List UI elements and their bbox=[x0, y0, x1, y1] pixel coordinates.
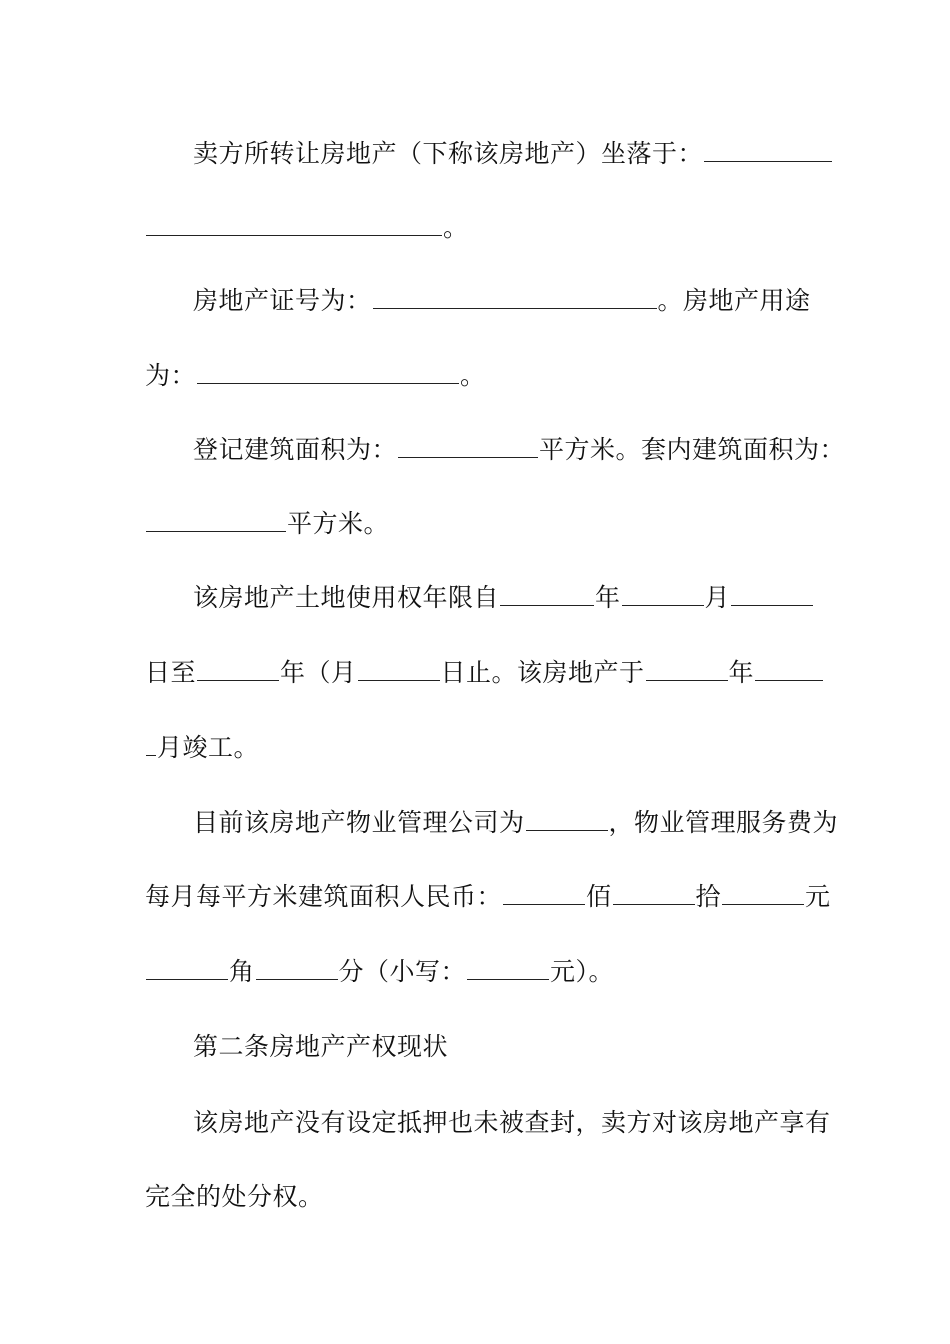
fee-small-blank[interactable] bbox=[467, 957, 549, 980]
fee-hundreds-text: 佰 bbox=[586, 882, 612, 911]
cert-number-blank[interactable] bbox=[373, 286, 657, 309]
section-heading-text: 第二条房地产产权现状 bbox=[193, 1032, 449, 1061]
fee-tens-blank[interactable] bbox=[613, 882, 695, 905]
fee-rmb-label: 每月每平方米建筑面积人民币： bbox=[145, 882, 503, 911]
para-fee-line-2 bbox=[145, 880, 831, 914]
fee-small-end: 元）。 bbox=[550, 957, 615, 986]
completion-year-text: 年 bbox=[728, 658, 755, 687]
fee-hundreds-blank[interactable] bbox=[503, 882, 585, 905]
para-fee-line-1 bbox=[193, 806, 863, 840]
usage-blank[interactable] bbox=[197, 361, 459, 384]
term-day-end-text: 日止。该房地产于 bbox=[440, 658, 645, 687]
para-cert-line-1 bbox=[193, 284, 863, 318]
usage-end: 。 bbox=[460, 361, 486, 390]
fee-fen-blank[interactable] bbox=[256, 957, 338, 980]
completion-month-blank-2[interactable] bbox=[146, 733, 156, 756]
inner-area-label: 平方米。套内建筑面积为： bbox=[539, 435, 846, 464]
para-term-line-3 bbox=[145, 731, 815, 765]
location-end: 。 bbox=[443, 213, 469, 242]
status-text-2: 完全的处分权。 bbox=[145, 1182, 324, 1211]
para-status-line-1 bbox=[193, 1106, 863, 1140]
inner-area-blank[interactable] bbox=[146, 509, 286, 532]
para-location-line-2 bbox=[145, 211, 815, 245]
section-heading bbox=[193, 1030, 863, 1064]
term-year-text: 年 bbox=[595, 583, 621, 612]
term-label: 该房地产土地使用权年限自 bbox=[193, 583, 500, 612]
para-term-line-1 bbox=[193, 581, 863, 615]
term-year-month-text: 年（月 bbox=[280, 658, 357, 687]
para-location-line-1 bbox=[193, 137, 863, 171]
para-area-line-2 bbox=[145, 507, 815, 541]
fee-yuan-text: 元 bbox=[805, 882, 831, 911]
term-start-month-blank[interactable] bbox=[622, 583, 704, 606]
location-blank-1[interactable] bbox=[704, 139, 832, 162]
fee-jiao-blank[interactable] bbox=[146, 957, 228, 980]
completion-month-blank-1[interactable] bbox=[755, 658, 823, 681]
property-company-label: 目前该房地产物业管理公司为 bbox=[193, 808, 525, 837]
term-day-to-text: 日至 bbox=[145, 658, 197, 687]
fee-jiao-text: 角 bbox=[229, 957, 255, 986]
usage-label-end: 为： bbox=[145, 361, 197, 390]
term-month-text: 月 bbox=[704, 583, 731, 612]
para-status-line-2 bbox=[145, 1180, 815, 1214]
location-blank-2[interactable] bbox=[146, 213, 442, 236]
para-fee-line-3 bbox=[145, 955, 815, 989]
fee-tens-text: 拾 bbox=[695, 882, 722, 911]
service-fee-label: ，物业管理服务费为 bbox=[608, 808, 839, 837]
term-start-year-blank[interactable] bbox=[500, 583, 594, 606]
completion-year-blank[interactable] bbox=[646, 658, 728, 681]
registered-area-blank[interactable] bbox=[398, 435, 538, 458]
inner-area-unit: 平方米。 bbox=[287, 509, 390, 538]
para-cert-line-2 bbox=[145, 359, 815, 393]
fee-fen-text: 分（小写： bbox=[338, 957, 467, 986]
term-start-day-blank[interactable] bbox=[731, 583, 813, 606]
registered-area-label: 登记建筑面积为： bbox=[193, 435, 398, 464]
cert-number-label: 房地产证号为： bbox=[193, 286, 372, 315]
term-end-year-blank[interactable] bbox=[197, 658, 279, 681]
usage-label-start: 。房地产用途 bbox=[657, 286, 811, 315]
status-text-1: 该房地产没有设定抵押也未被查封，卖方对该房地产享有 bbox=[193, 1108, 831, 1137]
completion-text: 月竣工。 bbox=[157, 733, 260, 762]
para-area-line-1 bbox=[193, 433, 863, 467]
property-company-blank[interactable] bbox=[526, 808, 608, 831]
term-end-day-blank[interactable] bbox=[358, 658, 440, 681]
fee-yuan-blank[interactable] bbox=[722, 882, 804, 905]
para-term-line-2 bbox=[145, 656, 815, 690]
location-label: 卖方所转让房地产（下称该房地产）坐落于： bbox=[193, 139, 704, 168]
